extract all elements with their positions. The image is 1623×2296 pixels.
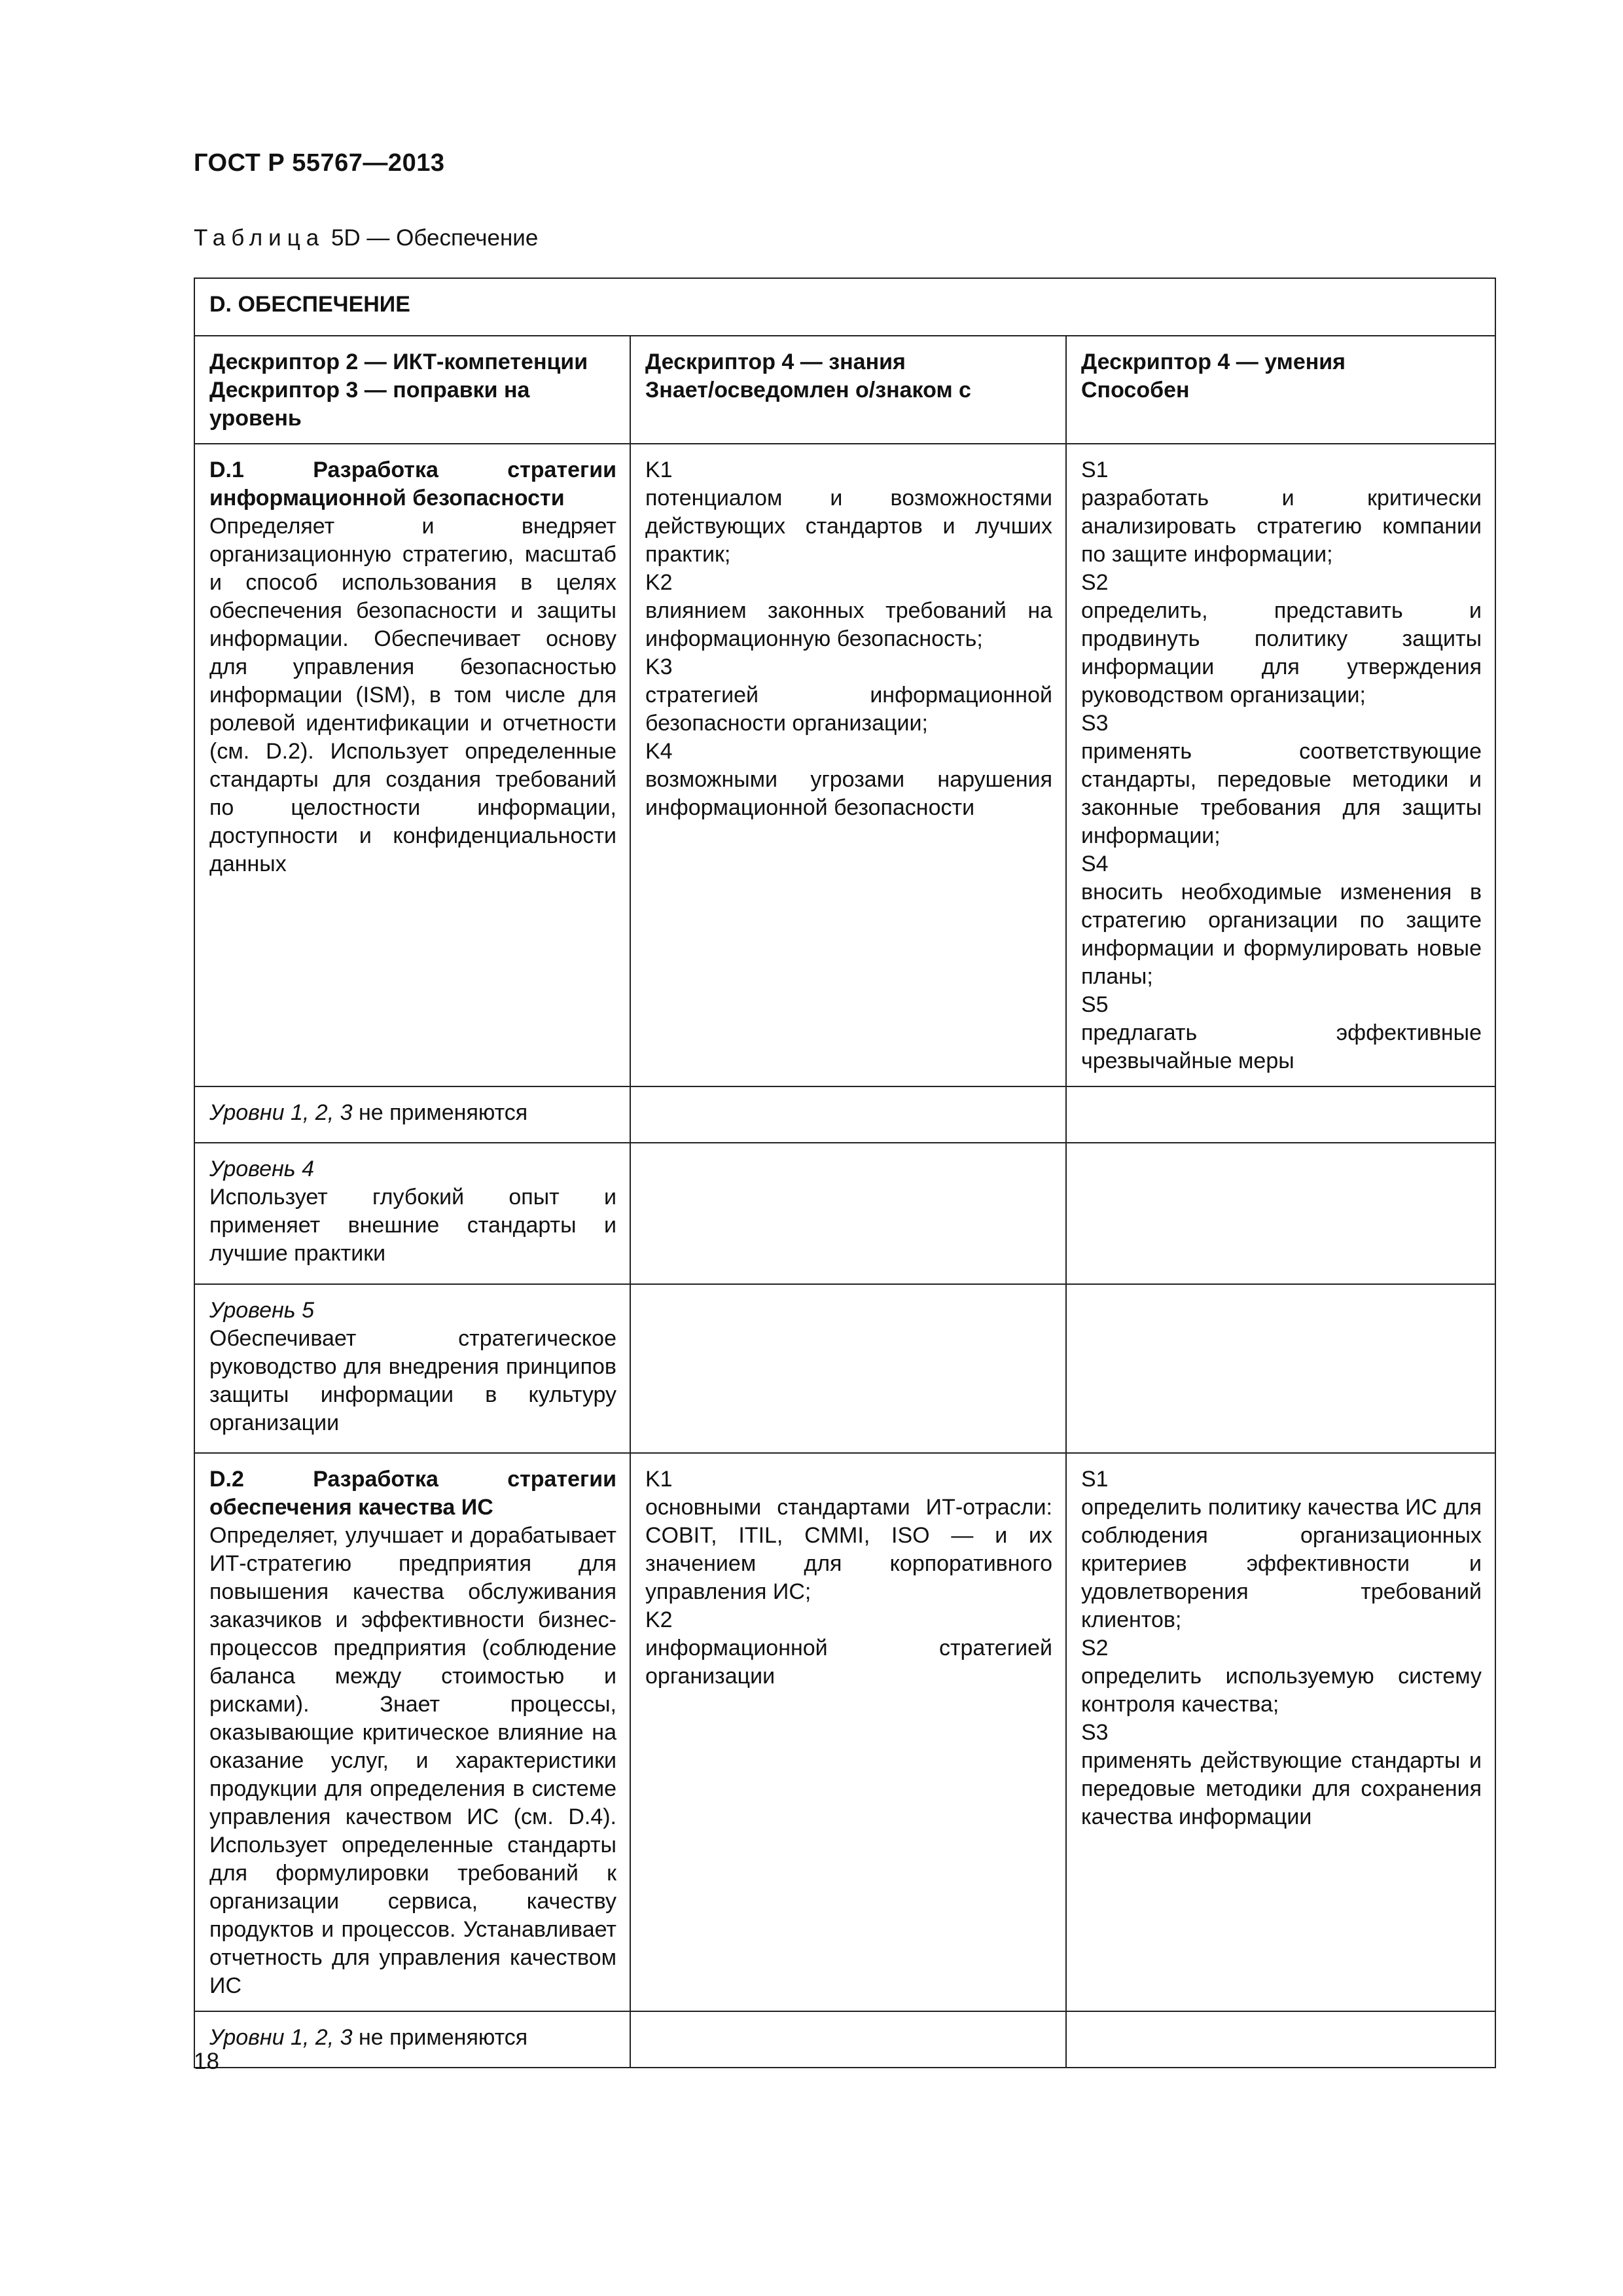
skill-text: применять действующие стандарты и передовые методики для сохранения качества информации <box>1081 1748 1482 1829</box>
level4-cell-d1 <box>194 1143 630 1284</box>
skill-code: S4 <box>1081 852 1109 876</box>
levels-note: не применяются <box>352 1100 528 1125</box>
levels-label: Уровни 1, 2, 3 <box>209 2025 353 2050</box>
header-col2-line1: Дескриптор 4 — знания <box>645 350 906 374</box>
knowledge-text: потенциалом и возможностями действующих стандартов и лучших практик; <box>645 486 1052 567</box>
skill-code: S3 <box>1081 711 1109 736</box>
empty-cell <box>630 1143 1066 1284</box>
empty-cell <box>1066 1284 1495 1453</box>
knowledge-code: K2 <box>645 1607 673 1632</box>
level5-title: Уровень 5 <box>209 1298 315 1323</box>
table-row <box>194 2011 1495 2068</box>
level5-text: Обеспечивает стратегическое руководство для внедрения принципов защиты информации в культуру организации <box>209 1326 616 1435</box>
knowledge-code: K3 <box>645 655 673 679</box>
skill-code: S2 <box>1081 1636 1109 1660</box>
levels-note: не применяются <box>352 2025 528 2050</box>
table-row <box>194 1086 1495 1143</box>
empty-cell <box>1066 1086 1495 1143</box>
empty-cell <box>630 1086 1066 1143</box>
competence-cell-d2 <box>194 1453 630 2011</box>
caption-prefix: Таблица <box>194 225 325 251</box>
header-col3-line1: Дескриптор 4 — умения <box>1081 350 1346 374</box>
skill-text: применять соответствующие стандарты, передовые методики и законные требования для защиты информации; <box>1081 739 1482 848</box>
levels-not-applicable-d1 <box>194 1086 630 1143</box>
standard-title: ГОСТ Р 55767—2013 <box>194 149 445 177</box>
competence-description-d2: Определяет, улучшает и дорабатывает ИТ-стратегию предприятия для повышения качества обслуживания заказчиков и эффективности бизнес-процессов предприятия (соблюдение баланса между стоимостью и рисками). Знает процессы, оказывающие критическое влияние на оказание услуг, и характеристики продукции для определения в системе управления качеством ИС (см. D.4). Использует определенные стандарты для формулировки требований к организации сервиса, качеству продуктов и процессов. Устанавливает отчетность для управления качеством ИС <box>209 1523 616 1998</box>
skill-code: S5 <box>1081 992 1109 1017</box>
empty-cell <box>630 2011 1066 2068</box>
table-caption <box>194 225 538 251</box>
header-cell-knowledge <box>630 336 1066 444</box>
header-col1-line1: Дескриптор 2 — ИКТ-компетенции <box>209 350 588 374</box>
level4-text: Использует глубокий опыт и применяет внешние стандарты и лучшие практики <box>209 1185 616 1266</box>
header-cell-skills <box>1066 336 1495 444</box>
knowledge-cell-d1 <box>630 444 1066 1086</box>
competence-table <box>194 278 1496 2068</box>
level4-title: Уровень 4 <box>209 1157 315 1181</box>
competence-description-d1: Определяет и внедряет организационную стратегию, масштаб и способ использования в целях обеспечения безопасности и защиты информации. Обеспечивает основу для управления безопасностью информации (ISM), в том числе для ролевой идентификации и отчетности (см. D.2). Использует определенные стандарты для создания требований по целостности информации, доступности и конфиденциальности данных <box>209 514 616 876</box>
competence-title-d1: D.1 Разработка стратегии информационной безопасности <box>209 457 616 511</box>
level5-cell-d1 <box>194 1284 630 1453</box>
skills-cell-d1 <box>1066 444 1495 1086</box>
knowledge-code: K1 <box>645 457 673 482</box>
section-heading: D. ОБЕСПЕЧЕНИЕ <box>194 278 1495 336</box>
knowledge-text: влиянием законных требований на информационную безопасность; <box>645 598 1052 651</box>
skill-text: определить политику качества ИС для соблюдения организационных критериев эффективности и удовлетворения требований клиентов; <box>1081 1495 1482 1632</box>
caption-text: 5D — Обеспечение <box>330 225 539 251</box>
knowledge-text: стратегией информационной безопасности организации; <box>645 683 1052 736</box>
levels-label: Уровни 1, 2, 3 <box>209 1100 353 1125</box>
skill-text: предлагать эффективные чрезвычайные меры <box>1081 1020 1482 1073</box>
skill-code: S1 <box>1081 1467 1109 1492</box>
knowledge-code: K2 <box>645 570 673 595</box>
table-row <box>194 444 1495 1086</box>
empty-cell <box>1066 2011 1495 2068</box>
header-col1-line2: Дескриптор 3 — поправки на уровень <box>209 378 530 431</box>
skill-code: S3 <box>1081 1720 1109 1745</box>
empty-cell <box>630 1284 1066 1453</box>
header-col2-line2: Знает/осведомлен о/знаком с <box>645 378 971 403</box>
skill-code: S2 <box>1081 570 1109 595</box>
competence-title-d2: D.2 Разработка стратегии обеспечения качества ИС <box>209 1467 616 1520</box>
section-row <box>194 278 1495 336</box>
knowledge-cell-d2 <box>630 1453 1066 2011</box>
skill-text: определить, представить и продвинуть политику защиты информации для утверждения руководством организации; <box>1081 598 1482 708</box>
skill-code: S1 <box>1081 457 1109 482</box>
knowledge-text: основными стандартами ИТ-отрасли: COBIT, ITIL, CMMI, ISO — и их значением для корпоративного управления ИС; <box>645 1495 1052 1604</box>
header-cell-competence <box>194 336 630 444</box>
competence-cell-d1 <box>194 444 630 1086</box>
table-row <box>194 1453 1495 2011</box>
page-number: 18 <box>194 2049 219 2074</box>
skill-text: разработать и критически анализировать стратегию компании по защите информации; <box>1081 486 1482 567</box>
knowledge-code: K1 <box>645 1467 673 1492</box>
table-row <box>194 1143 1495 1284</box>
levels-not-applicable-d2 <box>194 2011 630 2068</box>
skill-text: определить используемую систему контроля качества; <box>1081 1664 1482 1717</box>
empty-cell <box>1066 1143 1495 1284</box>
header-row <box>194 336 1495 444</box>
skills-cell-d2 <box>1066 1453 1495 2011</box>
knowledge-text: информационной стратегией организации <box>645 1636 1052 1689</box>
knowledge-text: возможными угрозами нарушения информационной безопасности <box>645 767 1052 820</box>
table-row <box>194 1284 1495 1453</box>
knowledge-code: K4 <box>645 739 673 764</box>
header-col3-line2: Способен <box>1081 378 1190 403</box>
skill-text: вносить необходимые изменения в стратегию организации по защите информации и формулировать новые планы; <box>1081 880 1482 989</box>
